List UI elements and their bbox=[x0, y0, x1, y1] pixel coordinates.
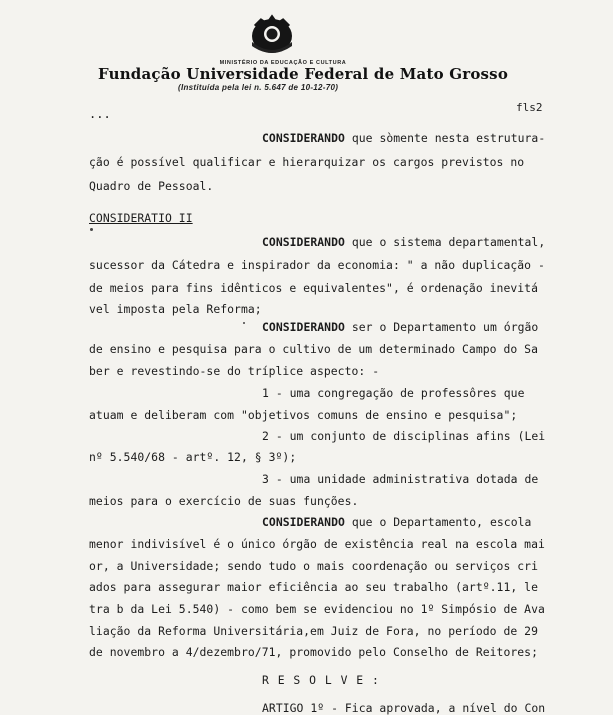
text-line: nº 5.540/68 - artº. 12, § 3º); bbox=[89, 450, 297, 464]
text-line: vel imposta pela Reforma; bbox=[89, 302, 262, 316]
text-line: 2 - um conjunto de disciplinas afins (Lei bbox=[262, 429, 546, 443]
continuation-marker: ... bbox=[89, 107, 111, 121]
coat-of-arms-seal bbox=[247, 12, 297, 58]
text-line: sucessor da Cátedra e inspirador da economia: " a não duplicação - bbox=[89, 258, 545, 272]
text-line: de meios para fins idênticos e equivalentes", é ordenação inevitá bbox=[89, 281, 539, 295]
institution-name: Fundação Universidade Federal de Mato Grosso bbox=[98, 65, 509, 83]
text-line: ber e revestindo-se do tríplice aspecto: - bbox=[89, 364, 380, 378]
paper-speck bbox=[243, 322, 245, 324]
keyword: CONSIDERANDO bbox=[262, 131, 345, 145]
resolve-heading: R E S O L V E : bbox=[262, 673, 380, 687]
keyword: CONSIDERANDO bbox=[262, 235, 345, 249]
text-line: CONSIDERANDO que o Departamento, escola bbox=[262, 515, 532, 529]
text-line: CONSIDERANDO ser o Departamento um órgão bbox=[262, 320, 539, 334]
text-line: tra b da Lei 5.540) - como bem se evidenciou no 1º Simpósio de Ava bbox=[89, 602, 545, 616]
paper-speck bbox=[90, 228, 93, 231]
section-heading: CONSIDERATIO II bbox=[89, 211, 193, 225]
keyword: CONSIDERANDO bbox=[262, 320, 345, 334]
text-line: ados para assegurar maior eficiência ao seu trabalho (artº.11, le bbox=[89, 580, 539, 594]
text-line: ção é possível qualificar e hierarquizar os cargos previstos no bbox=[89, 155, 525, 169]
institution-decree: (Instituída pela lei n. 5.647 de 10-12-70) bbox=[178, 83, 339, 92]
text-line: de novembro a 4/dezembro/71, promovido pelo Conselho de Reitores; bbox=[89, 645, 539, 659]
text-line: 3 - uma unidade administrativa dotada de bbox=[262, 472, 539, 486]
text-line: atuam e deliberam com "objetivos comuns de ensino e pesquisa"; bbox=[89, 408, 518, 422]
text-line: or, a Universidade; sendo tudo o mais coordenação ou serviços cri bbox=[89, 559, 539, 573]
text-line: 1 - uma congregação de professôres que bbox=[262, 386, 525, 400]
text-line: menor indivisível é o único órgão de existência real na escola mai bbox=[89, 537, 545, 551]
text-line: CONSIDERANDO que sòmente nesta estrutura- bbox=[262, 131, 546, 145]
ministry-label: MINISTÉRIO DA EDUCAÇÃO E CULTURA bbox=[219, 60, 347, 66]
text-line: ARTIGO 1º - Fica aprovada, a nível do Con bbox=[262, 701, 546, 715]
text-line: Quadro de Pessoal. bbox=[89, 179, 214, 193]
text-line: de ensino e pesquisa para o cultivo de um determinado Campo do Sa bbox=[89, 342, 539, 356]
text-line: meios para o exercício de suas funções. bbox=[89, 494, 359, 508]
text-line: liação da Reforma Universitária,em Juiz de Fora, no período de 29 bbox=[89, 624, 539, 638]
folio-number: fls2 bbox=[516, 101, 543, 114]
keyword: CONSIDERANDO bbox=[262, 515, 345, 529]
text-line: CONSIDERANDO que o sistema departamental, bbox=[262, 235, 546, 249]
